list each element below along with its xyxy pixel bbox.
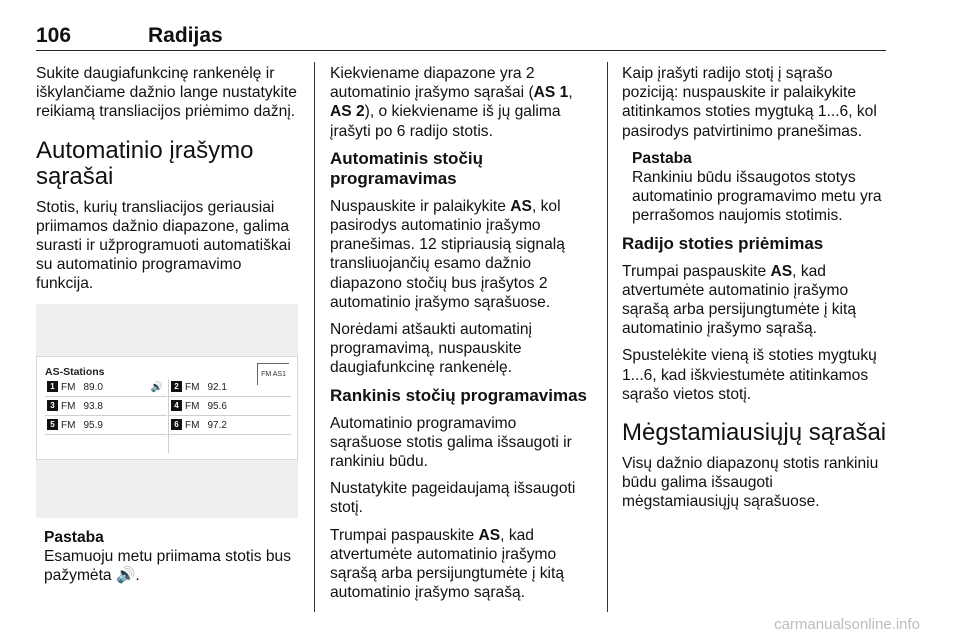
- paragraph: Trumpai paspauskite AS, kad atvertumėte automatinio įrašymo sąrašą arba persijungtumėte į kitą automatinio įrašymo sąrašą.: [622, 262, 857, 338]
- speaker-icon: 🔊: [115, 567, 136, 585]
- column-3: [622, 64, 890, 520]
- paragraph: Sukite daugiafunkcinę rankenėlę ir iškylančiame dažnio lange nustatykite reikiamą transliacijos priėmimo dažnį.: [36, 65, 297, 121]
- radio-screen-figure: [36, 304, 298, 518]
- paragraph: Trumpai paspauskite AS, kad atvertumėte automatinio įrašymo sąrašą arba persijungtumėte į kitą automatinio įrašymo sąrašą.: [330, 526, 565, 602]
- speaker-icon: 🔊: [150, 381, 163, 393]
- column-1: [36, 64, 298, 593]
- band-label: FM: [61, 400, 76, 412]
- station-slot-1: [45, 379, 167, 397]
- note-title: Pastaba: [632, 149, 692, 167]
- note-text: Esamuoju metu priimama stotis bus pažymėta 🔊.: [44, 547, 291, 585]
- heading-favourites: Mėgstamiausiųjų sąrašai: [622, 419, 887, 447]
- frequency: 93.8: [83, 400, 103, 412]
- paragraph: Visų dažnio diapazonų stotis rankiniu būdu galima išsaugoti mėgstamiausiųjų sąrašuose.: [622, 455, 879, 511]
- paragraph: Stotis, kurių transliacijos geriausiai priimamos dažnio diapazone, galima surasti ir užprogramuoti automatiškai su automatinio programavimo funkcija.: [36, 198, 291, 293]
- preset-number: 6: [171, 419, 182, 430]
- column-2: [330, 64, 592, 610]
- heading-manual-programming: Rankinis stočių programavimas: [330, 385, 587, 405]
- frequency: 89.0: [83, 381, 103, 393]
- paragraph: Kiekviename diapazone yra 2 automatinio įrašymo sąrašai (AS 1, AS 2), o kiekviename iš jų galima įrašyti po 6 radijo stotis.: [330, 65, 573, 140]
- band-label: FM: [61, 381, 76, 393]
- paragraph: Nustatykite pageidaujamą išsaugoti stotį.: [330, 480, 576, 517]
- preset-number: 3: [47, 400, 58, 411]
- watermark-site: carmanualsonline.info: [774, 616, 920, 633]
- preset-number: 5: [47, 419, 58, 430]
- page-header: [36, 24, 886, 51]
- column-divider: [314, 62, 315, 612]
- preset-number: 4: [171, 400, 182, 411]
- paragraph: Nuspauskite ir palaikykite AS, kol pasirodys automatinio įrašymo pranešimas. 12 stipriausią signalą transliuojančių esamo dažnio diapazono stočių bus įrašytos 2 automatinio įrašymo sąrašuose.: [330, 197, 565, 311]
- station-slot-4: [169, 398, 291, 416]
- page-number: 106: [36, 24, 72, 47]
- screen-tag: FM AS1: [257, 363, 289, 385]
- station-slot-5: [45, 417, 167, 435]
- frequency: 97.2: [207, 419, 227, 431]
- station-grid: [45, 379, 291, 453]
- screen-title: AS-Stations: [45, 365, 105, 378]
- band-label: FM: [185, 381, 200, 393]
- heading-auto-lists: Automatinio įrašymo sąrašai: [36, 136, 254, 190]
- station-slot-2: [169, 379, 291, 397]
- preset-number: 1: [47, 381, 58, 392]
- station-slot-3: [45, 398, 167, 416]
- note-title: Pastaba: [44, 528, 104, 546]
- as-stations-screen: [36, 356, 298, 460]
- station-slot-6: [169, 417, 291, 435]
- section-title: Radijas: [148, 24, 223, 47]
- band-label: FM: [61, 419, 76, 431]
- preset-number: 2: [171, 381, 182, 392]
- band-label: FM: [185, 400, 200, 412]
- heading-auto-programming: Automatinis stočių programavimas: [330, 148, 484, 188]
- heading-station-reception: Radijo stoties priėmimas: [622, 233, 824, 253]
- paragraph: Kaip įrašyti radijo stotį į sąrašo poziciją: nuspauskite ir palaikykite atitinkamos stoties mygtuką 1...6, kol pasirodys patvirtinimo pranešimas.: [622, 65, 877, 140]
- note-text: Rankiniu būdu išsaugotos stotys automatinio programavimo metu yra perrašomos naujomis stotimis.: [632, 169, 882, 225]
- paragraph: Automatinio programavimo sąrašuose stotis galima išsaugoti ir rankiniu būdu.: [330, 414, 572, 471]
- note-current-station: [44, 528, 298, 586]
- frequency: 92.1: [207, 381, 227, 393]
- column-divider: [607, 62, 608, 612]
- paragraph: Spustelėkite vieną iš stoties mygtukų 1...6, kad iškviestumėte atitinkamos sąrašo vietos stotį.: [622, 347, 877, 403]
- note-overwrite: [632, 149, 890, 226]
- frequency: 95.9: [83, 419, 103, 431]
- paragraph: Norėdami atšaukti automatinį programavimą, nuspauskite daugiafunkcinę rankenėlę.: [330, 321, 532, 377]
- frequency: 95.6: [207, 400, 227, 412]
- band-label: FM: [185, 419, 200, 431]
